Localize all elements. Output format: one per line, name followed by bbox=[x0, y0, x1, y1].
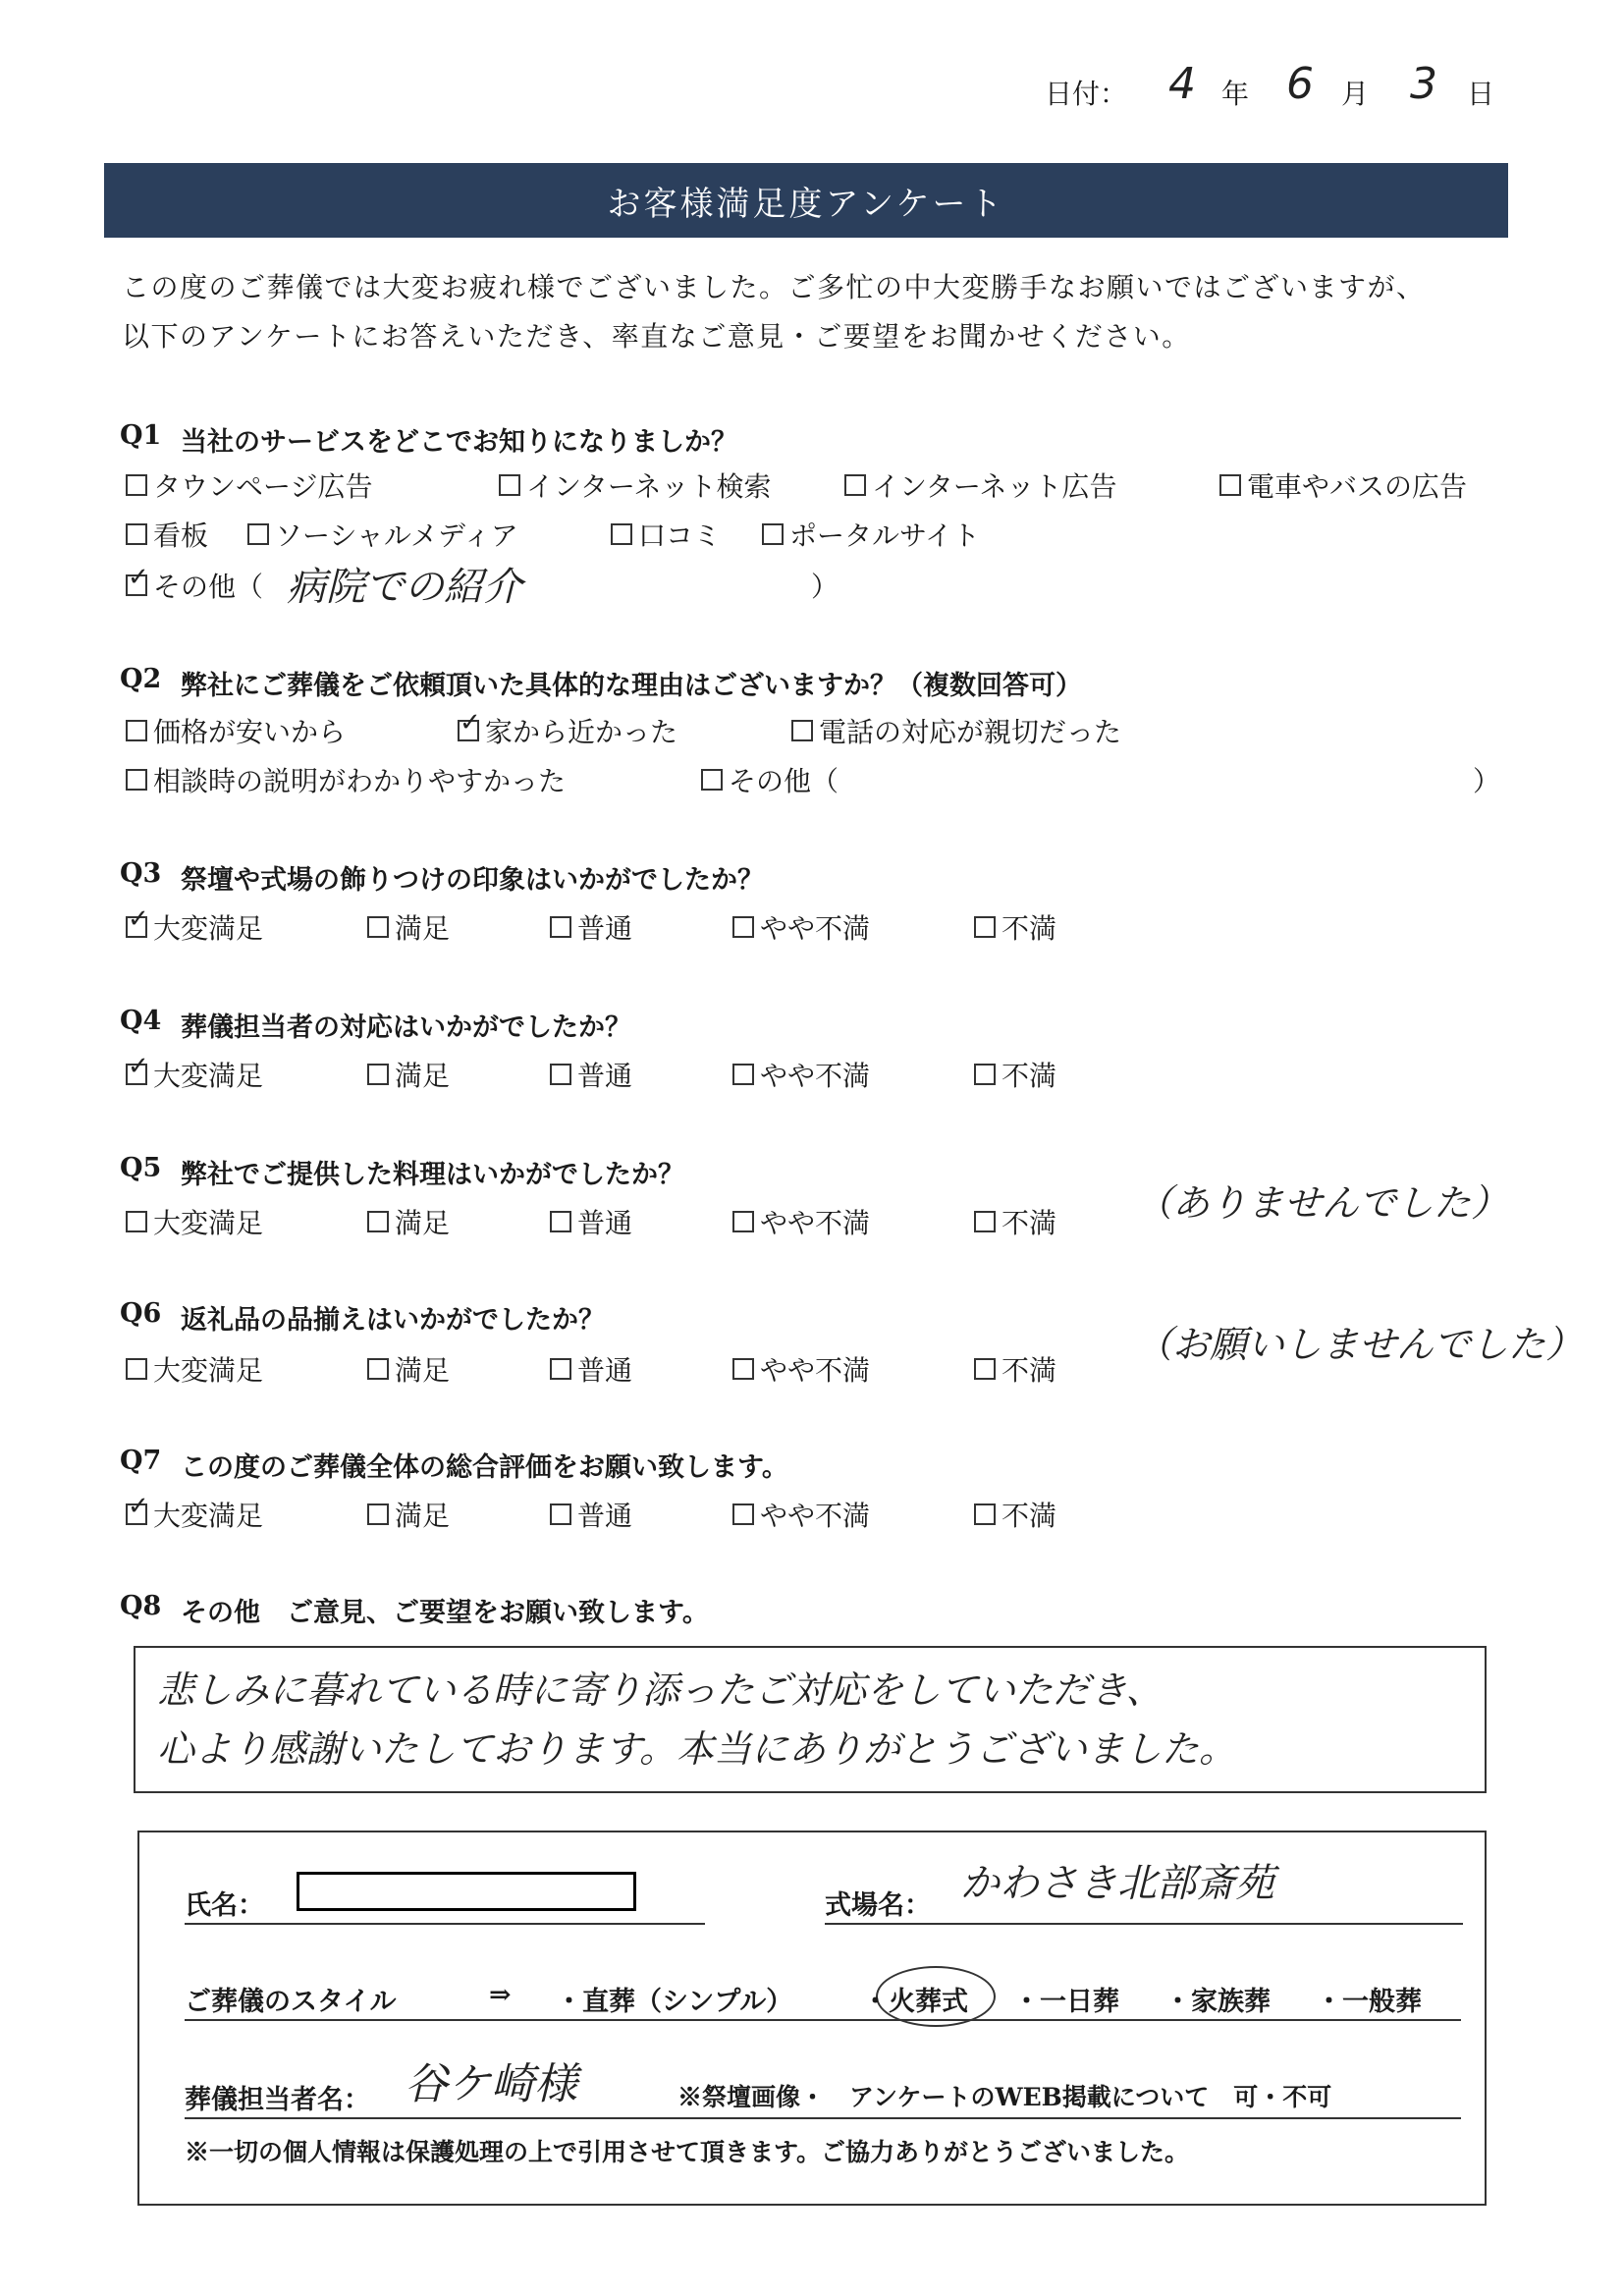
staff-underline bbox=[185, 2117, 1461, 2119]
q2-option-near-home[interactable]: ✓ 家から近かった bbox=[458, 711, 677, 750]
q6-option-satisfied[interactable]: 満足 bbox=[367, 1349, 450, 1389]
q8-question: その他 ご意見、ご要望をお願い致します。 bbox=[181, 1598, 709, 1628]
q5-option-very-satisfied[interactable]: 大変満足 bbox=[126, 1202, 263, 1241]
q8-answer-line-1: 悲しみに暮れている時に寄り添ったご対応をしていただき、 bbox=[157, 1668, 1164, 1712]
checkbox-icon bbox=[126, 523, 147, 545]
venue-label: 式場名： bbox=[825, 1890, 931, 1921]
checkbox-icon bbox=[974, 916, 996, 938]
checkbox-icon bbox=[367, 1064, 389, 1085]
date-label: 日付： bbox=[1045, 78, 1128, 110]
date-month-unit: 月 bbox=[1341, 78, 1370, 110]
q2-option-kind-phone[interactable]: 電話の対応が親切だった bbox=[791, 711, 1121, 750]
checkbox-icon bbox=[701, 769, 723, 791]
q2-option-other[interactable]: その他（ bbox=[701, 760, 839, 799]
q1-option-other[interactable]: ✓ その他（ bbox=[126, 566, 263, 605]
q1-option-internet-search[interactable]: インターネット検索 bbox=[499, 465, 771, 505]
q3-option-very-satisfied[interactable]: ✓ 大変満足 bbox=[126, 907, 263, 947]
q5-option-neutral[interactable]: 普通 bbox=[550, 1202, 632, 1241]
q6-number: Q6 bbox=[120, 1298, 162, 1329]
style-option-cremation[interactable]: ・火葬式 bbox=[862, 1987, 968, 2017]
q1-option-word-of-mouth[interactable]: 口コミ bbox=[611, 515, 721, 554]
checkbox-icon bbox=[367, 1358, 389, 1380]
checked-checkbox-icon bbox=[126, 574, 147, 596]
q1-number: Q1 bbox=[120, 420, 162, 451]
checkbox-icon bbox=[732, 1503, 754, 1525]
q4-option-dissatisfied[interactable]: 不満 bbox=[974, 1055, 1056, 1094]
checkbox-icon bbox=[550, 1358, 571, 1380]
q6-question: 返礼品の品揃えはいかがでしたか？ bbox=[181, 1305, 605, 1336]
checkbox-icon bbox=[1219, 474, 1241, 496]
checkbox-icon bbox=[732, 1358, 754, 1380]
q1-option-signboard[interactable]: 看板 bbox=[126, 515, 208, 554]
q5-question: 弊社でご提供した料理はいかがでしたか？ bbox=[181, 1160, 684, 1190]
checkbox-icon bbox=[844, 474, 866, 496]
name-underline bbox=[185, 1923, 705, 1925]
date-year-value: 4 bbox=[1168, 59, 1196, 109]
q6-handwritten-note: （お願いしませんでした） bbox=[1135, 1323, 1584, 1366]
checkbox-icon bbox=[126, 769, 147, 791]
style-option-family[interactable]: ・家族葬 bbox=[1164, 1987, 1271, 2017]
q4-number: Q4 bbox=[120, 1006, 162, 1036]
q5-option-somewhat-dissatisfied[interactable]: やや不満 bbox=[732, 1202, 870, 1241]
q2-close-paren: ） bbox=[1473, 765, 1502, 797]
date-year-unit: 年 bbox=[1221, 78, 1250, 110]
q3-option-neutral[interactable]: 普通 bbox=[550, 907, 632, 947]
q1-close-paren: ） bbox=[811, 571, 840, 603]
checkbox-icon bbox=[611, 523, 632, 545]
q6-option-dissatisfied[interactable]: 不満 bbox=[974, 1349, 1056, 1389]
q4-option-somewhat-dissatisfied[interactable]: やや不満 bbox=[732, 1055, 870, 1094]
style-option-general[interactable]: ・一般葬 bbox=[1316, 1987, 1422, 2017]
checkbox-icon bbox=[974, 1064, 996, 1085]
checkbox-icon bbox=[126, 720, 147, 741]
checkbox-icon bbox=[499, 474, 520, 496]
q1-other-answer: 病院での紹介 bbox=[287, 565, 522, 610]
staff-name-value: 谷ケ崎様 bbox=[405, 2059, 577, 2109]
customer-info-box bbox=[137, 1831, 1487, 2206]
checkbox-icon bbox=[550, 1211, 571, 1232]
q5-handwritten-note: （ありませんでした） bbox=[1135, 1181, 1509, 1225]
checked-checkbox-icon bbox=[126, 1064, 147, 1085]
checked-checkbox-icon bbox=[126, 1503, 147, 1525]
checkbox-icon bbox=[974, 1358, 996, 1380]
intro-line-2: 以下のアンケートにお答えいただき、率直なご意見・ご要望をお聞かせください。 bbox=[122, 320, 1191, 353]
checkbox-icon bbox=[791, 720, 813, 741]
q3-option-satisfied[interactable]: 満足 bbox=[367, 907, 450, 947]
q2-option-clear-explanation[interactable]: 相談時の説明がわかりやすかった bbox=[126, 760, 566, 799]
survey-title-banner bbox=[104, 163, 1508, 238]
checkbox-icon bbox=[732, 1211, 754, 1232]
arrow-icon: ⇒ bbox=[489, 1980, 512, 2010]
q1-option-internet-ad[interactable]: インターネット広告 bbox=[844, 465, 1116, 505]
checkbox-icon bbox=[550, 1503, 571, 1525]
q1-option-train-bus-ad[interactable]: 電車やバスの広告 bbox=[1219, 465, 1467, 505]
q7-question: この度のご葬儀全体の総合評価をお願い致します。 bbox=[181, 1452, 788, 1483]
q6-option-very-satisfied[interactable]: 大変満足 bbox=[126, 1349, 263, 1389]
style-underline bbox=[185, 2019, 1461, 2021]
q4-option-very-satisfied[interactable]: ✓ 大変満足 bbox=[126, 1055, 263, 1094]
checkbox-icon bbox=[367, 1211, 389, 1232]
q2-question: 弊社にご葬儀をご依頼頂いた具体的な理由はございますか？（複数回答可） bbox=[181, 671, 1082, 701]
q8-number: Q8 bbox=[120, 1591, 162, 1621]
q4-question: 葬儀担当者の対応はいかがでしたか？ bbox=[181, 1012, 631, 1043]
checked-checkbox-icon bbox=[458, 720, 479, 741]
checkbox-icon bbox=[126, 1211, 147, 1232]
intro-line-1: この度のご葬儀では大変お疲れ様でございました。ご多忙の中大変勝手なお願いではございますが、 bbox=[122, 271, 1426, 303]
q5-option-satisfied[interactable]: 満足 bbox=[367, 1202, 450, 1241]
q4-option-satisfied[interactable]: 満足 bbox=[367, 1055, 450, 1094]
q7-option-somewhat-dissatisfied[interactable]: やや不満 bbox=[732, 1495, 870, 1534]
name-label: 氏名： bbox=[185, 1890, 264, 1921]
q6-option-somewhat-dissatisfied[interactable]: やや不満 bbox=[732, 1349, 870, 1389]
checkbox-icon bbox=[126, 474, 147, 496]
checked-checkbox-icon bbox=[126, 916, 147, 938]
q4-option-neutral[interactable]: 普通 bbox=[550, 1055, 632, 1094]
q5-option-dissatisfied[interactable]: 不満 bbox=[974, 1202, 1056, 1241]
q7-number: Q7 bbox=[120, 1446, 162, 1476]
q3-option-dissatisfied[interactable]: 不満 bbox=[974, 907, 1056, 947]
q3-number: Q3 bbox=[120, 858, 162, 889]
q3-question: 祭壇や式場の飾りつけの印象はいかがでしたか？ bbox=[181, 865, 764, 896]
web-publish-consent[interactable]: ※祭壇画像・ アンケートのWEB掲載について 可・不可 bbox=[677, 2083, 1332, 2111]
q1-option-townpage[interactable]: タウンページ広告 bbox=[126, 465, 372, 505]
date-day-unit: 日 bbox=[1467, 78, 1495, 110]
q2-option-cheap[interactable]: 価格が安いから bbox=[126, 711, 346, 750]
venue-value: かわさき北部斎苑 bbox=[960, 1861, 1274, 1906]
checkbox-icon bbox=[367, 1503, 389, 1525]
q7-option-very-satisfied[interactable]: ✓ 大変満足 bbox=[126, 1495, 263, 1534]
checkbox-icon bbox=[550, 916, 571, 938]
checkbox-icon bbox=[732, 916, 754, 938]
q6-option-neutral[interactable]: 普通 bbox=[550, 1349, 632, 1389]
checkbox-icon bbox=[974, 1211, 996, 1232]
venue-underline bbox=[825, 1923, 1463, 1925]
checkbox-icon bbox=[974, 1503, 996, 1525]
q8-answer-box[interactable] bbox=[134, 1646, 1487, 1793]
checkbox-icon bbox=[126, 1358, 147, 1380]
checkbox-icon bbox=[247, 523, 269, 545]
q1-question: 当社のサービスをどこでお知りになりましか？ bbox=[181, 427, 737, 458]
q7-option-neutral[interactable]: 普通 bbox=[550, 1495, 632, 1534]
q2-number: Q2 bbox=[120, 664, 162, 694]
q8-answer-line-2: 心より感謝いたしております。本当にありがとうございました。 bbox=[157, 1727, 1236, 1771]
name-redaction-box bbox=[297, 1872, 636, 1911]
checkbox-icon bbox=[367, 916, 389, 938]
date-day-value: 3 bbox=[1410, 59, 1437, 109]
staff-name-label: 葬儀担当者名： bbox=[185, 2085, 370, 2115]
q3-option-somewhat-dissatisfied[interactable]: やや不満 bbox=[732, 907, 870, 947]
survey-title: お客様満足度アンケート bbox=[607, 184, 1005, 224]
funeral-style-label: ご葬儀のスタイル bbox=[185, 1987, 397, 2017]
q5-number: Q5 bbox=[120, 1153, 162, 1183]
privacy-notice: ※一切の個人情報は保護処理の上で引用させて頂きます。ご協力ありがとうございました。 bbox=[185, 2138, 1190, 2166]
q7-option-satisfied[interactable]: 満足 bbox=[367, 1495, 450, 1534]
checkbox-icon bbox=[550, 1064, 571, 1085]
checkbox-icon bbox=[762, 523, 784, 545]
date-month-value: 6 bbox=[1286, 59, 1314, 109]
style-option-one-day[interactable]: ・一日葬 bbox=[1013, 1987, 1119, 2017]
q1-option-social-media[interactable]: ソーシャルメディア bbox=[247, 515, 518, 554]
q1-option-portal-site[interactable]: ポータルサイト bbox=[762, 515, 980, 554]
checkbox-icon bbox=[732, 1064, 754, 1085]
style-option-direct[interactable]: ・直葬（シンプル） bbox=[556, 1987, 793, 2017]
q7-option-dissatisfied[interactable]: 不満 bbox=[974, 1495, 1056, 1534]
